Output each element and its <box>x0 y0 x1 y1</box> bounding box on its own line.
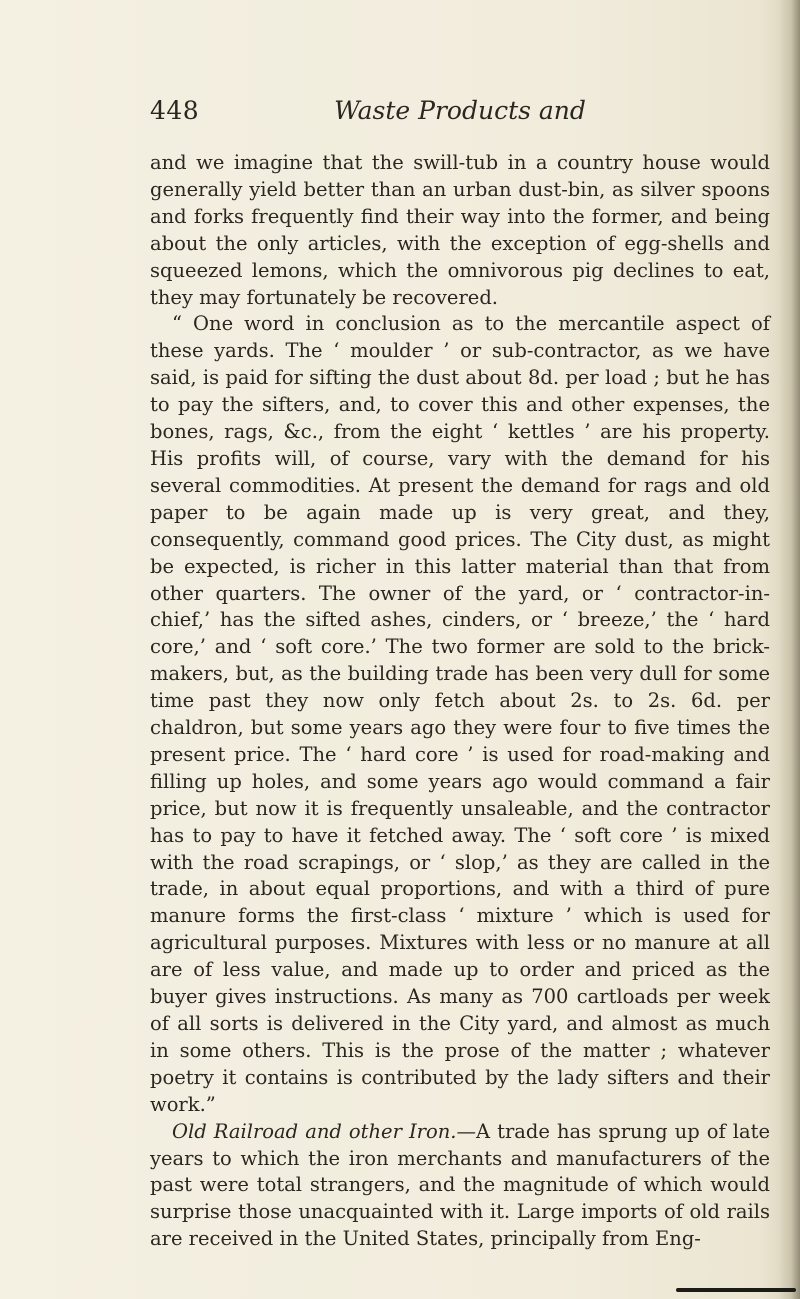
page-bottom-mark <box>676 1288 796 1292</box>
page-number: 448 <box>150 96 200 125</box>
body-text <box>150 150 770 1253</box>
paragraph-3 <box>150 1119 770 1254</box>
page-header <box>150 96 770 136</box>
paragraph-3-text: —A trade has sprung up of late years to which the iron merchants and manufacturers of the past were total strangers, and the magnitude of which would surprise those unacquainted with it. Large imports of old rails are received in the United States, principally from Eng- <box>150 1119 770 1251</box>
running-title: Waste Products and <box>334 96 586 125</box>
paragraph-1: and we imagine that the swill-tub in a country house would generally yield better than an urban dust-bin, as silver spoons and forks frequently find their way into the former, and being about the only articles, with the exception of egg-shells and squeezed lemons, which the omnivorous pig declines to eat, they may fortunately be recovered. <box>150 151 770 309</box>
section-heading: Old Railroad and other Iron. <box>172 1119 457 1143</box>
paragraph-2: “ One word in conclusion as to the mercantile aspect of these yards. The ‘ moulder ’ or sub-contractor, as we have said, is paid for sifting the dust about 8d. per load ; but he has to pay the sifters, and, to cover this and other expenses, the bones, rags, &c., from the eight ‘ kettles ’ are his property. His profits will, of course, vary with the demand for his several commodities. At present the demand for rags and old paper to be again made up is very great, and they, consequently, command good prices. The City dust, as might be expected, is richer in this latter material than that from other quarters. The owner of the yard, or ‘ contractor-in-chief,’ has the sifted ashes, cinders, or ‘ breeze,’ the ‘ hard core,’ and ‘ soft core.’ The two former are sold to the brick-makers, but, as the building trade has been very dull for some time past they now only fetch about 2s. to 2s. 6d. per chaldron, but some years ago they were four to five times the present price. The ‘ hard core ’ is used for road-making and filling up holes, and some years ago would command a fair price, but now it is frequently unsaleable, and the contractor has to pay to have it fetched away. The ‘ soft core ’ is mixed with the road scrapings, or ‘ slop,’ as they are called in the trade, in about equal proportions, and with a third of pure manure forms the first-class ‘ mixture ’ which is used for agricultural purposes. Mixtures with less or no manure at all are of less value, and made up to order and priced as the buyer gives instructions. As many as 700 cartloads per week of all sorts is delivered in the City yard, and almost as much in some others. This is the prose of the matter ; whatever poetry it contains is contributed by the lady sifters and their work.” <box>150 312 770 1116</box>
page-edge-shadow <box>778 0 800 1299</box>
